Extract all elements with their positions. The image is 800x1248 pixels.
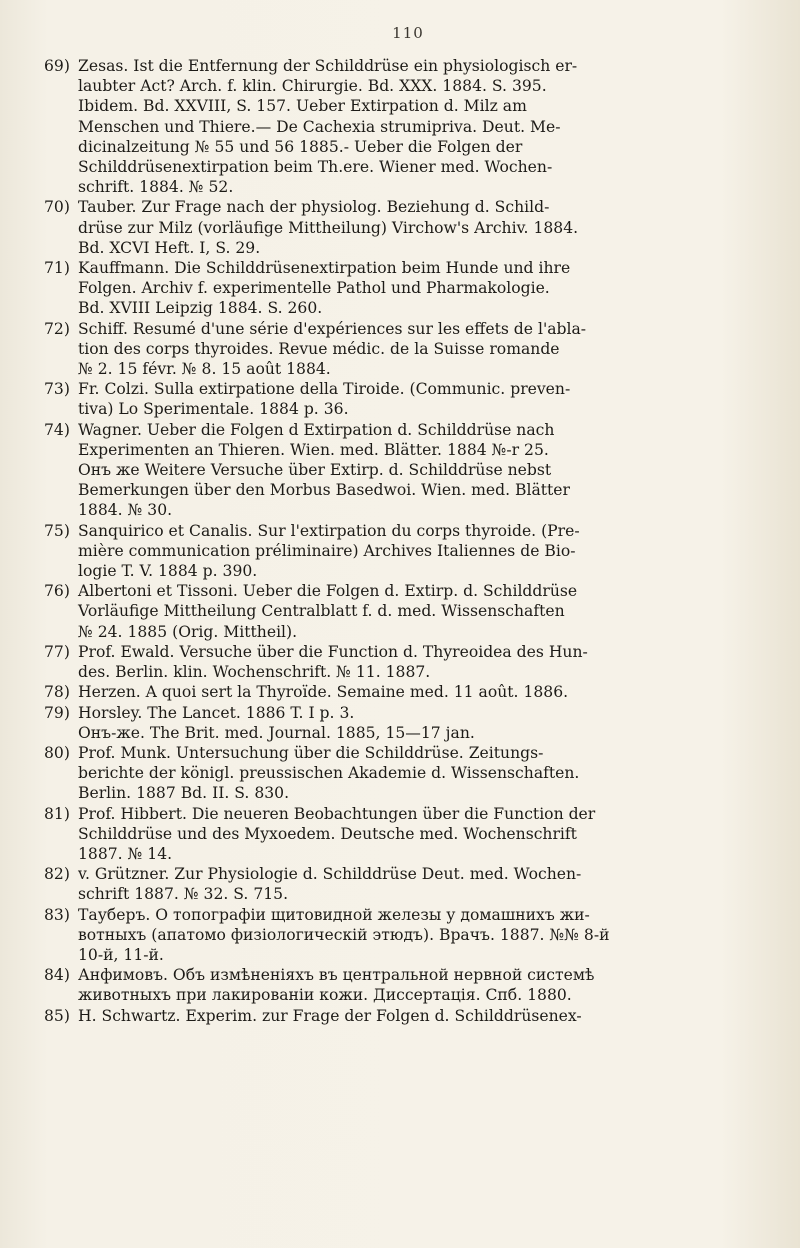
reference-text-line: Prof. Munk. Untersuchung über die Schilddrüse. Zeitungs- bbox=[78, 743, 544, 762]
reference-text-line: Prof. Hibbert. Die neueren Beobachtungen über die Function der bbox=[78, 804, 596, 823]
reference-number: 72) bbox=[44, 319, 70, 338]
reference-text-line: logie T. V. 1884 p. 390. bbox=[78, 562, 258, 581]
reference-entry bbox=[44, 56, 772, 197]
reference-number: 73) bbox=[44, 380, 70, 399]
reference-text-line: Онъ же Weitere Versuche über Extirp. d. Schilddrüse nebst bbox=[78, 461, 552, 480]
reference-text-line: вотныхъ (апатомо физіологическій этюдъ). Врачъ. 1887. №№ 8-й bbox=[78, 925, 610, 944]
reference-text-line: 1887. № 14. bbox=[78, 844, 173, 863]
reference-text-line: Folgen. Archiv f. experimentelle Pathol und Pharmakologie. bbox=[78, 279, 550, 298]
reference-text-line: Kauffmann. Die Schilddrüsenextirpation beim Hunde und ihre bbox=[78, 259, 571, 278]
reference-text-line: Zesas. Ist die Entfernung der Schilddrüse ein physiologisch er- bbox=[78, 57, 578, 75]
reference-entry bbox=[44, 905, 772, 966]
reference-list bbox=[44, 56, 772, 1026]
reference-entry bbox=[44, 581, 772, 642]
reference-number: 74) bbox=[44, 420, 70, 439]
reference-text-line: Menschen und Thiere.— De Cachexia strumipriva. Deut. Me- bbox=[78, 117, 561, 136]
reference-text-line: des. Berlin. klin. Wochenschrift. № 11. 1887. bbox=[78, 663, 431, 682]
reference-text-line: 10-й, 11-й. bbox=[78, 945, 164, 964]
reference-text-line: v. Grützner. Zur Physiologie d. Schilddrüse Deut. med. Wochen- bbox=[78, 865, 582, 884]
reference-text-line: Albertoni et Tissoni. Ueber die Folgen d. Extirp. d. Schilddrüse bbox=[78, 582, 578, 601]
reference-text-line: Онъ-же. The Brit. med. Journal. 1885, 15—17 jan. bbox=[78, 723, 475, 742]
reference-entry bbox=[44, 804, 772, 865]
reference-number: 76) bbox=[44, 582, 70, 601]
reference-text-line: berichte der königl. preussischen Akademie d. Wissenschaften. bbox=[78, 764, 580, 783]
reference-text-line: mière communication préliminaire) Archives Italiennes de Bio- bbox=[78, 541, 576, 560]
reference-text-line: Wagner. Ueber die Folgen d Extirpation d. Schilddrüse nach bbox=[78, 420, 555, 439]
reference-text-line: № 2. 15 févr. № 8. 15 août 1884. bbox=[78, 360, 331, 379]
reference-text-line: tion des corps thyroides. Revue médic. de la Suisse romande bbox=[78, 339, 560, 358]
reference-text-line: Prof. Ewald. Versuche über die Function d. Thyreoidea des Hun- bbox=[78, 642, 588, 661]
reference-text-line: Тауберъ. О топографіи щитовидной железы у домашнихъ жи- bbox=[78, 905, 590, 924]
reference-text-line: Vorläufige Mittheilung Centralblatt f. d. med. Wissenschaften bbox=[78, 602, 565, 621]
reference-number: 77) bbox=[44, 642, 70, 661]
reference-entry bbox=[44, 864, 772, 904]
reference-text-line: H. Schwartz. Experim. zur Frage der Folgen d. Schilddrüsenex- bbox=[78, 1006, 582, 1025]
reference-text-line: Sanquirico et Canalis. Sur l'extirpation du corps thyroide. (Pre- bbox=[78, 521, 580, 540]
reference-text-line: Tauber. Zur Frage nach der physiolog. Beziehung d. Schild- bbox=[78, 198, 550, 217]
reference-number: 78) bbox=[44, 683, 70, 702]
reference-entry bbox=[44, 703, 772, 743]
reference-text-line: tiva) Lo Sperimentale. 1884 p. 36. bbox=[78, 400, 349, 419]
reference-text-line: Анфимовъ. Объ измѣненіяхъ въ центральной нервной системѣ bbox=[78, 966, 595, 985]
reference-text-line: животныхъ при лакированіи кожи. Диссертація. Спб. 1880. bbox=[78, 986, 572, 1005]
reference-number: 83) bbox=[44, 905, 70, 924]
reference-number: 79) bbox=[44, 703, 70, 722]
reference-text-line: laubter Act? Arch. f. klin. Chirurgie. Bd. XXX. 1884. S. 395. bbox=[78, 77, 547, 96]
reference-text-line: schrift 1887. № 32. S. 715. bbox=[78, 885, 289, 904]
reference-entry bbox=[44, 1006, 772, 1026]
reference-number: 75) bbox=[44, 521, 70, 540]
reference-text-line: Herzen. A quoi sert la Thyroïde. Semaine med. 11 août. 1886. bbox=[78, 683, 569, 702]
reference-text-line: Horsley. The Lancet. 1886 T. I p. 3. bbox=[78, 703, 355, 722]
reference-text-line: Schilddrüsenextirpation beim Th.ere. Wiener med. Wochen- bbox=[78, 158, 553, 177]
reference-text-line: Schiff. Resumé d'une série d'expériences sur les effets de l'abla- bbox=[78, 319, 587, 338]
reference-entry bbox=[44, 965, 772, 1005]
reference-entry bbox=[44, 743, 772, 804]
reference-text-line: Bemerkungen über den Morbus Basedwoi. Wien. med. Blätter bbox=[78, 481, 570, 500]
reference-entry bbox=[44, 521, 772, 582]
reference-text-line: dicinalzeitung № 55 und 56 1885.- Ueber die Folgen der bbox=[78, 137, 523, 156]
reference-text-line: 1884. № 30. bbox=[78, 501, 173, 520]
reference-text-line: № 24. 1885 (Orig. Mittheil). bbox=[78, 622, 298, 641]
reference-text-line: Berlin. 1887 Bd. II. S. 830. bbox=[78, 784, 290, 803]
reference-entry bbox=[44, 379, 772, 419]
reference-number: 71) bbox=[44, 259, 70, 278]
reference-text-line: Fr. Colzi. Sulla extirpatione della Tiroide. (Communic. preven- bbox=[78, 380, 571, 399]
reference-entry bbox=[44, 319, 772, 380]
reference-entry bbox=[44, 258, 772, 319]
reference-entry bbox=[44, 642, 772, 682]
reference-number: 81) bbox=[44, 804, 70, 823]
reference-entry bbox=[44, 682, 772, 702]
reference-entry bbox=[44, 197, 772, 258]
reference-number: 70) bbox=[44, 198, 70, 217]
reference-number: 85) bbox=[44, 1006, 70, 1025]
reference-number: 82) bbox=[44, 865, 70, 884]
page-number: 110 bbox=[392, 24, 424, 42]
reference-number: 84) bbox=[44, 966, 70, 985]
reference-text-line: drüse zur Milz (vorläufige Mittheilung) Virchow's Archiv. 1884. bbox=[78, 218, 579, 237]
reference-number: 69) bbox=[44, 57, 70, 75]
reference-text-line: Bd. XCVI Heft. I, S. 29. bbox=[78, 238, 261, 257]
reference-text-line: Schilddrüse und des Myxoedem. Deutsche med. Wochenschrift bbox=[78, 824, 577, 843]
reference-number: 80) bbox=[44, 743, 70, 762]
reference-text-line: schrift. 1884. № 52. bbox=[78, 178, 234, 197]
reference-text-line: Ibidem. Bd. XXVIII, S. 157. Ueber Extirpation d. Milz am bbox=[78, 97, 527, 116]
reference-text-line: Bd. XVIII Leipzig 1884. S. 260. bbox=[78, 299, 323, 318]
reference-entry bbox=[44, 420, 772, 521]
reference-text-line: Experimenten an Thieren. Wien. med. Blätter. 1884 №-r 25. bbox=[78, 440, 549, 459]
